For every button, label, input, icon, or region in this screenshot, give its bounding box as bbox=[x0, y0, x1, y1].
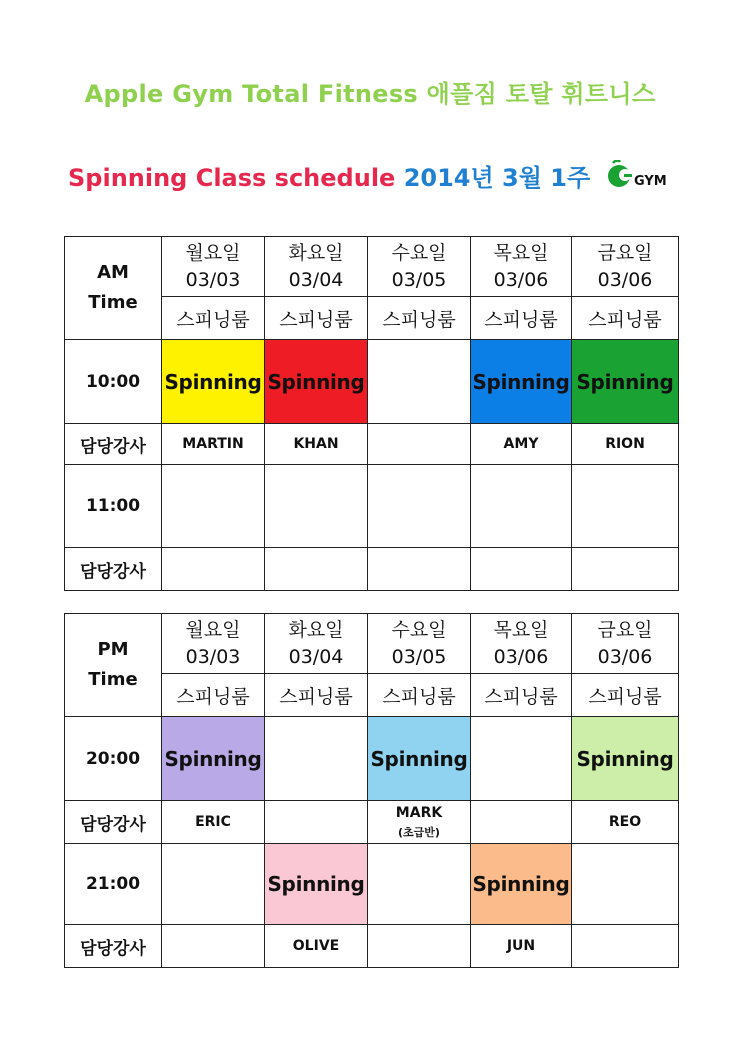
class-cell bbox=[265, 717, 368, 801]
instructor-cell: AMY bbox=[471, 424, 572, 465]
instructor-cell bbox=[572, 925, 679, 968]
class-cell bbox=[572, 844, 679, 925]
room-cell: 스피닝룸 bbox=[368, 297, 471, 340]
instructor-cell bbox=[572, 548, 679, 591]
pm-schedule-table bbox=[64, 613, 679, 968]
instructor-cell: JUN bbox=[471, 925, 572, 968]
class-cell bbox=[471, 717, 572, 801]
room-cell: 스피닝룸 bbox=[368, 674, 471, 717]
class-cell: Spinning bbox=[471, 844, 572, 925]
instructor-cell: KHAN bbox=[265, 424, 368, 465]
room-cell: 스피닝룸 bbox=[162, 297, 265, 340]
class-cell bbox=[162, 465, 265, 548]
room-cell: 스피닝룸 bbox=[572, 674, 679, 717]
instructor-cell bbox=[162, 925, 265, 968]
room-cell: 스피닝룸 bbox=[162, 674, 265, 717]
day-header-fri: 금요일 03/06 bbox=[572, 614, 679, 674]
instructor-cell: ERIC bbox=[162, 801, 265, 844]
class-cell: Spinning bbox=[572, 340, 679, 424]
instructor-cell: REO bbox=[572, 801, 679, 844]
instructor-cell bbox=[368, 925, 471, 968]
instructor-row bbox=[65, 548, 679, 591]
class-cell: Spinning bbox=[162, 340, 265, 424]
class-cell: Spinning bbox=[368, 717, 471, 801]
instructor-cell: RION bbox=[572, 424, 679, 465]
class-cell: Spinning bbox=[265, 340, 368, 424]
instructor-cell: MARTIN bbox=[162, 424, 265, 465]
day-header-wed: 수요일 03/05 bbox=[368, 237, 471, 297]
instructor-cell bbox=[471, 801, 572, 844]
class-cell: Spinning bbox=[265, 844, 368, 925]
class-row bbox=[65, 340, 679, 424]
room-cell: 스피닝룸 bbox=[265, 297, 368, 340]
instructor-cell: OLIVE bbox=[265, 925, 368, 968]
page-title: Apple Gym Total Fitness 애플짐 토탈 휘트니스 bbox=[84, 80, 656, 108]
subtitle-english: Spinning Class schedule bbox=[68, 164, 396, 192]
day-header-fri: 금요일 03/06 bbox=[572, 237, 679, 297]
slot-time: 10:00 bbox=[65, 340, 162, 424]
class-cell bbox=[162, 844, 265, 925]
day-header-tue: 화요일 03/04 bbox=[265, 237, 368, 297]
gym-logo bbox=[606, 160, 676, 190]
instructor-row bbox=[65, 801, 679, 844]
instructor-name: MARK bbox=[395, 804, 443, 821]
room-cell: 스피닝룸 bbox=[471, 297, 572, 340]
class-cell bbox=[368, 340, 471, 424]
instructor-label: 담당강사 bbox=[65, 925, 162, 968]
slot-time: 20:00 bbox=[65, 717, 162, 801]
schedule-subtitle bbox=[68, 158, 590, 193]
class-cell bbox=[471, 465, 572, 548]
class-cell: Spinning bbox=[572, 717, 679, 801]
day-header-thu: 목요일 03/06 bbox=[471, 614, 572, 674]
instructor-cell bbox=[368, 424, 471, 465]
day-header-thu: 목요일 03/06 bbox=[471, 237, 572, 297]
class-row bbox=[65, 465, 679, 548]
instructor-label: 담당강사 bbox=[65, 424, 162, 465]
class-row bbox=[65, 844, 679, 925]
am-time-label: AM Time bbox=[65, 237, 162, 340]
class-row bbox=[65, 717, 679, 801]
instructor-label: 담당강사 bbox=[65, 548, 162, 591]
slot-time: 21:00 bbox=[65, 844, 162, 925]
room-cell: 스피닝룸 bbox=[572, 297, 679, 340]
slot-time: 11:00 bbox=[65, 465, 162, 548]
instructor-row bbox=[65, 424, 679, 465]
instructor-row bbox=[65, 925, 679, 968]
day-header-mon: 월요일 03/03 bbox=[162, 614, 265, 674]
class-cell: Spinning bbox=[162, 717, 265, 801]
subtitle-korean: 2014년 3월 1주 bbox=[403, 164, 591, 192]
instructor-cell bbox=[368, 548, 471, 591]
am-schedule-table bbox=[64, 236, 679, 591]
logo-text: GYM bbox=[634, 174, 667, 189]
instructor-cell bbox=[471, 548, 572, 591]
class-cell: Spinning bbox=[471, 340, 572, 424]
day-header-row bbox=[65, 614, 679, 674]
class-cell bbox=[572, 465, 679, 548]
class-cell bbox=[265, 465, 368, 548]
instructor-cell bbox=[265, 801, 368, 844]
instructor-cell bbox=[368, 801, 471, 844]
day-header-tue: 화요일 03/04 bbox=[265, 614, 368, 674]
day-header-wed: 수요일 03/05 bbox=[368, 614, 471, 674]
instructor-cell bbox=[162, 548, 265, 591]
class-cell bbox=[368, 844, 471, 925]
day-header-row bbox=[65, 237, 679, 297]
class-cell bbox=[368, 465, 471, 548]
instructor-label: 담당강사 bbox=[65, 801, 162, 844]
room-cell: 스피닝룸 bbox=[471, 674, 572, 717]
day-header-mon: 월요일 03/03 bbox=[162, 237, 265, 297]
instructor-cell bbox=[265, 548, 368, 591]
pm-time-label: PM Time bbox=[65, 614, 162, 717]
class-level-note: (초급반) bbox=[398, 825, 440, 839]
room-cell: 스피닝룸 bbox=[265, 674, 368, 717]
